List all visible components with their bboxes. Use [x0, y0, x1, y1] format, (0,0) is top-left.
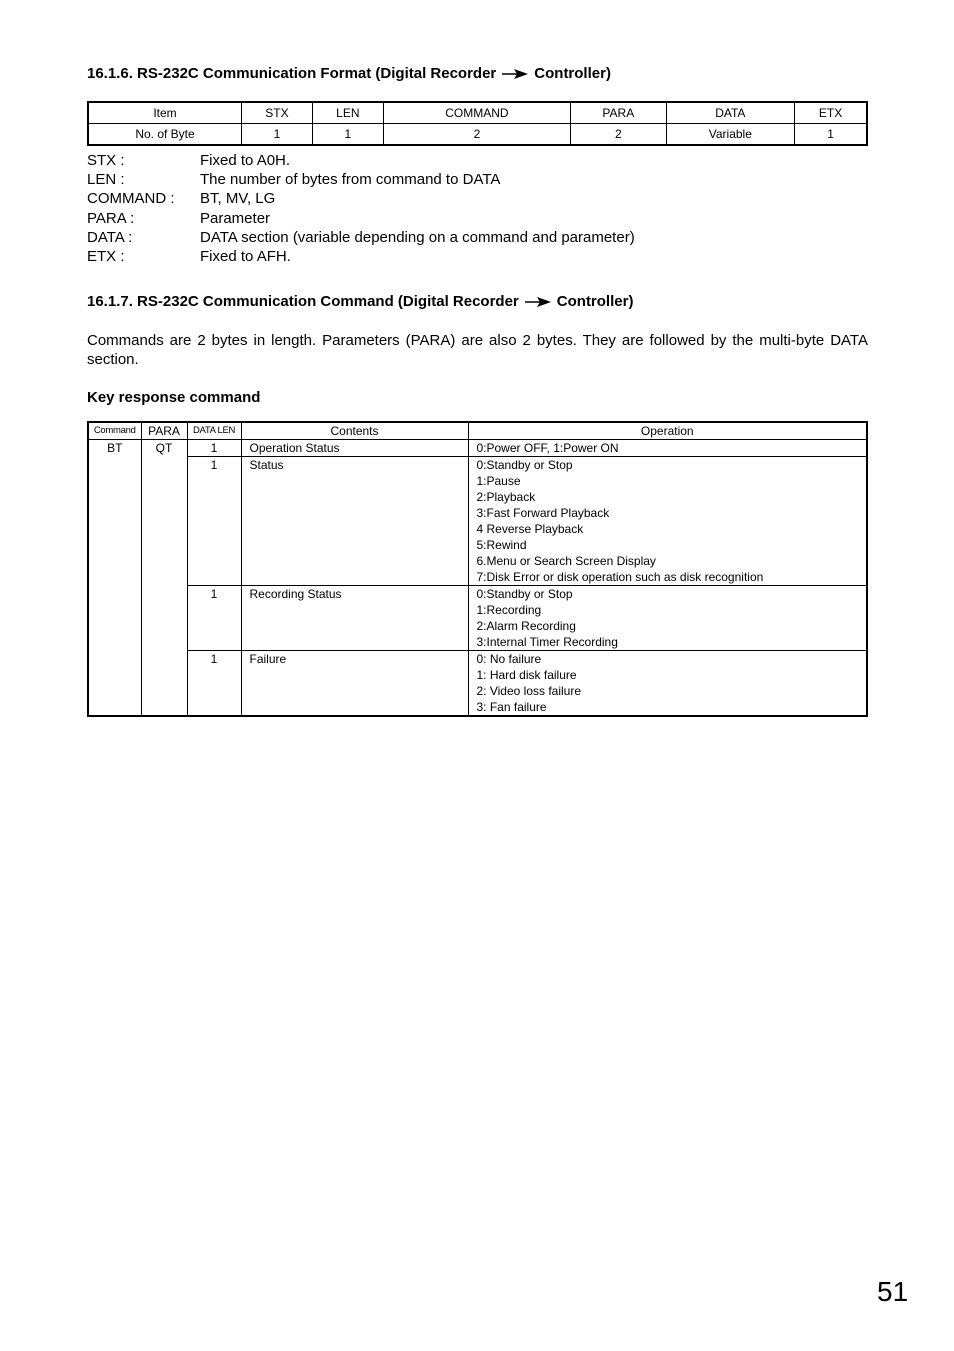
- table-cell: 2: [571, 124, 667, 146]
- operation-cell: [468, 440, 867, 457]
- operation-line: 0:Standby or Stop: [476, 587, 573, 601]
- operation-line: 1:Pause: [476, 474, 521, 488]
- table-cell: 1: [242, 124, 313, 146]
- table-cell: 1: [795, 124, 867, 146]
- operation-line: 4 Reverse Playback: [476, 522, 584, 536]
- definition-value: Fixed to AFH.: [200, 248, 291, 266]
- section-heading-format: [87, 65, 611, 82]
- definition-key: ETX :: [87, 248, 125, 266]
- header-para: PARA: [141, 422, 187, 440]
- definition-item: [87, 189, 635, 208]
- operation-cell: [468, 457, 867, 586]
- contents-cell: Operation Status: [241, 440, 468, 457]
- contents-cell: Failure: [241, 651, 468, 717]
- table-row: [88, 586, 867, 651]
- operation-line: 0:Standby or Stop: [476, 458, 573, 472]
- operation-line: 1:Recording: [476, 603, 542, 617]
- table-cell: No. of Byte: [88, 124, 242, 146]
- operation-cell: [468, 586, 867, 651]
- format-table: [87, 101, 868, 146]
- section-number: 16.1.6.: [87, 65, 133, 82]
- operation-line: 6.Menu or Search Screen Display: [476, 554, 656, 568]
- operation-line: 0: No failure: [476, 652, 542, 666]
- table-cell: Variable: [666, 124, 795, 146]
- table-cell: COMMAND: [383, 102, 570, 124]
- section-heading-command: [87, 293, 633, 310]
- section-title-before: RS-232C Communication Format (Digital Recorder: [137, 65, 497, 82]
- definition-item: [87, 151, 635, 170]
- operation-line: 7:Disk Error or disk operation such as disk recognition: [476, 570, 764, 584]
- table-row: [88, 651, 867, 717]
- definition-list: [87, 151, 635, 266]
- table-cell: 2: [383, 124, 570, 146]
- table-row: [88, 457, 867, 586]
- definition-value: BT, MV, LG: [200, 190, 276, 208]
- table-cell: ETX: [795, 102, 867, 124]
- operation-line: 2:Alarm Recording: [476, 619, 576, 633]
- operation-cell: [468, 651, 867, 717]
- table-cell: DATA: [666, 102, 795, 124]
- table-row: [88, 440, 867, 457]
- key-table-header-row: [88, 422, 867, 440]
- data-len-cell: 1: [187, 440, 241, 457]
- operation-line: 2:Playback: [476, 490, 536, 504]
- data-len-cell: 1: [187, 651, 241, 717]
- contents-cell: Recording Status: [241, 586, 468, 651]
- subheading: Key response command: [87, 389, 261, 406]
- body-paragraph: Commands are 2 bytes in length. Parameters (PARA) are also 2 bytes. They are followed by the multi-byte DATA section.: [87, 332, 868, 369]
- operation-line: 0:Power OFF, 1:Power ON: [476, 441, 619, 455]
- table-cell: Item: [88, 102, 242, 124]
- definition-key: PARA :: [87, 209, 135, 227]
- command-cell: BT: [88, 440, 141, 717]
- data-len-cell: 1: [187, 586, 241, 651]
- definition-item: [87, 170, 635, 189]
- header-command: Command: [88, 422, 141, 440]
- section-title-after: Controller): [534, 65, 611, 82]
- operation-line: 2: Video loss failure: [476, 684, 582, 698]
- operation-line: 1: Hard disk failure: [476, 668, 577, 682]
- definition-key: STX :: [87, 152, 125, 169]
- para-cell: QT: [141, 440, 187, 717]
- definition-item: [87, 209, 635, 228]
- table-cell: PARA: [571, 102, 667, 124]
- header-contents: Contents: [241, 422, 468, 440]
- definition-item: [87, 247, 635, 266]
- definition-key: LEN :: [87, 171, 125, 189]
- header-data-len: DATA LEN: [187, 422, 241, 440]
- operation-line: 5:Rewind: [476, 538, 527, 552]
- definition-key: COMMAND :: [87, 190, 175, 208]
- key-response-table: [87, 421, 868, 717]
- contents-cell: Status: [241, 457, 468, 586]
- operation-line: 3:Fast Forward Playback: [476, 506, 610, 520]
- page-number: 51: [877, 1276, 909, 1307]
- arrow-right-icon: [502, 69, 528, 79]
- table-cell: STX: [242, 102, 313, 124]
- format-table-header-row: [88, 102, 867, 124]
- header-operation: Operation: [468, 422, 867, 440]
- definition-value: Parameter: [200, 209, 271, 227]
- section-title-before: RS-232C Communication Command (Digital Recorder: [137, 293, 519, 310]
- operation-line: 3:Internal Timer Recording: [476, 635, 618, 649]
- definition-item: [87, 228, 635, 247]
- definition-value: Fixed to A0H.: [200, 152, 291, 169]
- section-title-after: Controller): [556, 293, 634, 310]
- definition-key: DATA :: [87, 228, 133, 246]
- operation-line: 3: Fan failure: [476, 700, 547, 714]
- data-len-cell: 1: [187, 457, 241, 586]
- arrow-right-icon: [525, 297, 551, 307]
- format-table-row: [88, 124, 867, 146]
- definition-value: DATA section (variable depending on a command and parameter): [200, 228, 635, 246]
- table-cell: 1: [312, 124, 383, 146]
- section-number: 16.1.7.: [87, 293, 133, 310]
- definition-value: The number of bytes from command to DATA: [200, 171, 501, 189]
- table-cell: LEN: [312, 102, 383, 124]
